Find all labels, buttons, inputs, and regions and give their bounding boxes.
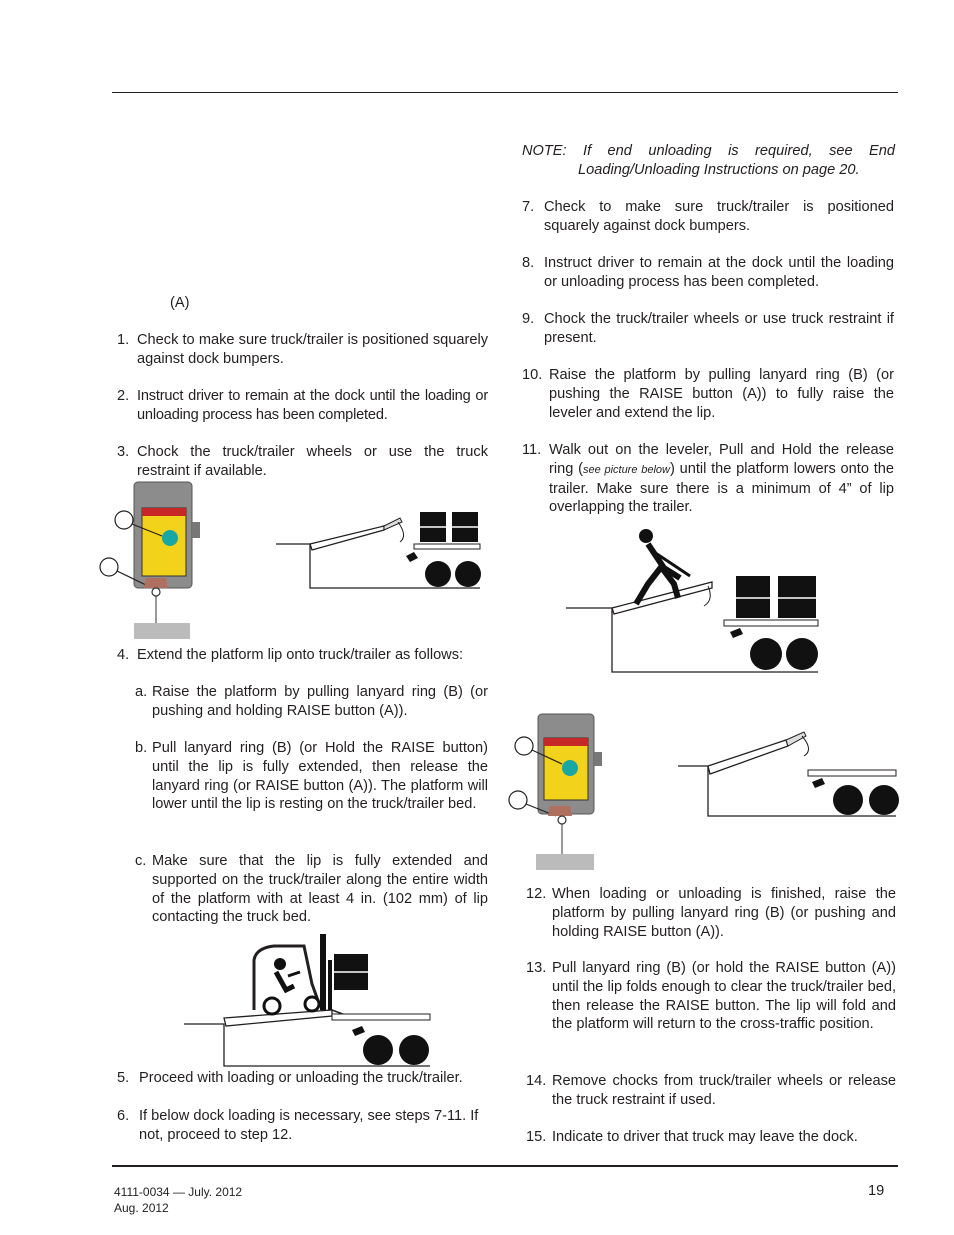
step-15-num: 15.	[526, 1129, 547, 1145]
substep-b-text: Pull lanyard ring (B) (or Hold the RAISE button) until the lip is fully extended, then release the lanyard ring (or RAISE button (A)). The platform will lower until the lip is resting on the truck/trailer bed.	[152, 740, 488, 813]
step-6-text: If below dock loading is necessary, see steps 7-11. If not, proceed to step 12.	[139, 1108, 479, 1143]
note-line-1: NOTE: If end unloading is required, see End	[522, 143, 895, 159]
step-5-num: 5.	[117, 1070, 130, 1086]
header-rule	[112, 92, 898, 93]
step-8-text: Instruct driver to remain at the dock until the loading or unloading process has been completed.	[544, 255, 894, 290]
note-line-2: Loading/Unloading Instructions on page 20.	[578, 162, 860, 178]
step-13-text: Pull lanyard ring (B) (or hold the RAISE button (A)) until the lip folds enough to clear the truck/trailer bed, then release the RAISE button. The lip will fold and the platform will return to the cross-traffic position.	[552, 960, 896, 1033]
substep-c-num: c.	[135, 853, 147, 869]
walker-figure	[564, 526, 822, 674]
footer-date: Aug. 2012	[114, 1201, 169, 1215]
step-10-num: 10.	[522, 367, 543, 383]
step-12-text: When loading or unloading is finished, raise the platform by pulling lanyard ring (B) (or pushing and holding RAISE button (A)).	[552, 886, 896, 940]
control-box-figure-2	[506, 712, 606, 872]
step-9-num: 9.	[522, 311, 535, 327]
step-3-text: Chock the truck/trailer wheels or use the truck restraint if available.	[137, 444, 488, 479]
step-5-text: Proceed with loading or unloading the truck/trailer.	[139, 1070, 463, 1086]
step-11-note: see picture below	[582, 463, 670, 476]
step-3-num: 3.	[117, 444, 130, 460]
leveler-raised-figure	[274, 508, 484, 592]
step-2-text: Instruct driver to remain at the dock until the loading or unloading process has been completed.	[137, 388, 488, 423]
step-7-num: 7.	[522, 199, 535, 215]
step-2-num: 2.	[117, 388, 130, 404]
step-12-num: 12.	[526, 886, 547, 902]
step-7-text: Check to make sure truck/trailer is positioned squarely against dock bumpers.	[544, 199, 894, 234]
control-box-figure	[96, 478, 208, 642]
page-number: 19	[868, 1183, 885, 1199]
step-4-num: 4.	[117, 647, 130, 663]
step-11-pre: Walk out on the leveler, Pull and Hold the release ring (	[549, 442, 894, 477]
substep-c-text: Make sure that the lip is fully extended and supported on the truck/trailer along the entire width of the platform with at least 4 in. (102 mm) of lip contacting the truck bed.	[152, 853, 488, 926]
leveler-raised-figure-2	[676, 724, 900, 820]
forklift-figure	[182, 930, 434, 1070]
step-15-text: Indicate to driver that truck may leave the dock.	[552, 1129, 858, 1145]
step-9-text: Chock the truck/trailer wheels or use truck restraint if present.	[544, 311, 894, 346]
step-10-text: Raise the platform by pulling lanyard ring (B) (or pushing the RAISE button (A)) to fully raise the leveler and extend the lip.	[549, 367, 894, 421]
substep-a-num: a.	[135, 684, 148, 700]
step-11-text	[549, 441, 894, 517]
step-4-text: Extend the platform lip onto truck/trailer as follows:	[137, 647, 464, 663]
step-1-text: Check to make sure truck/trailer is positioned squarely against dock bumpers.	[137, 332, 488, 367]
substep-a-text: Raise the platform by pulling lanyard ring (B) (or pushing and holding RAISE button (A)).	[152, 684, 488, 719]
substep-b-num: b.	[135, 740, 148, 756]
footer-rule	[112, 1165, 898, 1167]
step-14-text: Remove chocks from truck/trailer wheels or release the truck restraint if used.	[552, 1073, 896, 1108]
step-8-num: 8.	[522, 255, 535, 271]
step-14-num: 14.	[526, 1073, 547, 1089]
step-11-post: ) until the platform lowers onto the trailer. Make sure there is a minimum of 4” of lip overlapping the trailer.	[549, 460, 895, 516]
footer-doc-number: 4111-0034 — July. 2012	[114, 1185, 243, 1199]
step-11-num: 11.	[522, 442, 542, 458]
step-13-num: 13.	[526, 960, 547, 976]
label-a: (A)	[170, 295, 190, 311]
step-6-num: 6.	[117, 1108, 130, 1124]
step-1-num: 1.	[117, 332, 130, 348]
